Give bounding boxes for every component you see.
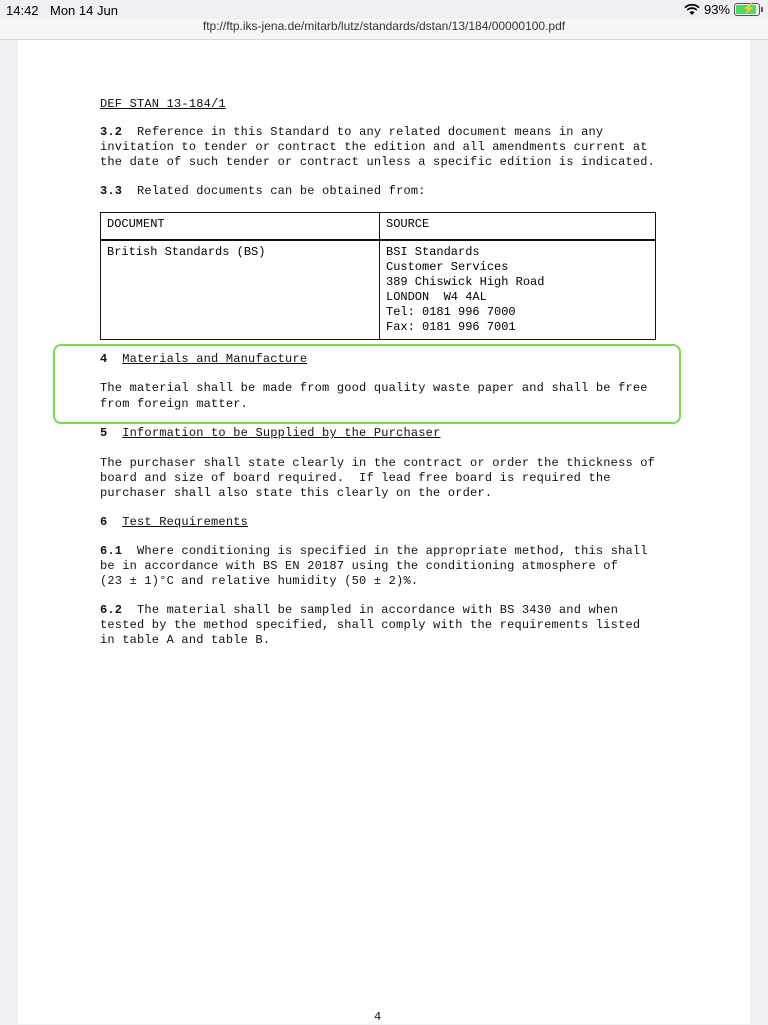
battery-percent: 93% xyxy=(703,2,730,17)
document-header: DEF STAN 13-184/1 xyxy=(100,97,226,111)
table-header-row xyxy=(101,213,656,241)
section-number: 6.1 xyxy=(100,544,123,558)
section-number: 5 xyxy=(100,426,108,440)
status-date: Mon 14 Jun xyxy=(50,3,118,18)
source-line: 389 Chiswick High Road xyxy=(386,275,545,289)
section-number: 6.2 xyxy=(100,603,123,617)
paragraph-line: purchaser shall also state this clearly on the order. xyxy=(100,486,493,500)
pdf-page xyxy=(18,40,750,1024)
section-title: Materials and Manufacture xyxy=(122,352,308,366)
paragraph-line: The material shall be made from good quality waste paper and shall be free xyxy=(100,381,648,395)
paragraph-line: board and size of board required. If lead free board is required the xyxy=(100,471,611,485)
wifi-icon xyxy=(684,4,700,16)
source-line: Fax: 0181 996 7001 xyxy=(386,320,516,334)
table-cell-source xyxy=(380,240,656,340)
section-title: Test Requirements xyxy=(122,515,249,529)
related-documents-table xyxy=(100,212,656,340)
status-time: 14:42 xyxy=(6,3,39,18)
paragraph-line: The purchaser shall state clearly in the contract or order the thickness of xyxy=(100,456,656,470)
table-cell-document: British Standards (BS) xyxy=(101,240,380,340)
paragraph-line: from foreign matter. xyxy=(100,397,249,411)
section-number: 6 xyxy=(100,515,108,529)
status-right xyxy=(684,2,760,17)
status-bar xyxy=(0,0,768,20)
section-number: 3.3 xyxy=(100,184,123,198)
paragraph-line: tested by the method specified, shall comply with the requirements listed xyxy=(100,618,641,632)
source-line: BSI Standards xyxy=(386,245,480,259)
section-4-heading xyxy=(100,352,307,367)
section-3-3 xyxy=(100,184,426,199)
paragraph-line: the date of such tender or contract unless a specific edition is indicated. xyxy=(100,155,656,169)
charging-bolt-icon: ⚡ xyxy=(742,3,756,15)
table-header-document: DOCUMENT xyxy=(101,213,380,241)
paragraph-line: (23 ± 1)°C and relative humidity (50 ± 2)%. xyxy=(100,574,419,588)
paragraph-line: Reference in this Standard to any related document means in any xyxy=(137,125,604,139)
section-3-2 xyxy=(100,125,603,140)
paragraph-line: Related documents can be obtained from: xyxy=(137,184,426,198)
battery-icon xyxy=(734,3,760,16)
paragraph-line: invitation to tender or contract the edition and all amendments current at xyxy=(100,140,648,154)
section-5-heading xyxy=(100,426,440,441)
address-bar[interactable]: ftp://ftp.iks-jena.de/mitarb/lutz/standards/dstan/13/184/00000100.pdf xyxy=(0,19,768,40)
paragraph-line: The material shall be sampled in accordance with BS 3430 and when xyxy=(137,603,619,617)
source-line: Tel: 0181 996 7000 xyxy=(386,305,516,319)
section-6-heading xyxy=(100,515,248,530)
paragraph-line: Where conditioning is specified in the appropriate method, this shall xyxy=(137,544,648,558)
section-number: 3.2 xyxy=(100,125,123,139)
source-line: LONDON W4 4AL xyxy=(386,290,487,304)
table-header-source: SOURCE xyxy=(380,213,656,241)
battery-tip xyxy=(761,7,763,12)
page-number: 4 xyxy=(374,1010,382,1024)
section-6-1 xyxy=(100,544,648,559)
section-title: Information to be Supplied by the Purchaser xyxy=(122,426,441,440)
source-line: Customer Services xyxy=(386,260,509,274)
paragraph-line: in table A and table B. xyxy=(100,633,271,647)
section-number: 4 xyxy=(100,352,108,366)
paragraph-line: be in accordance with BS EN 20187 using the conditioning atmosphere of xyxy=(100,559,619,573)
section-6-2 xyxy=(100,603,618,618)
table-row xyxy=(101,240,656,340)
